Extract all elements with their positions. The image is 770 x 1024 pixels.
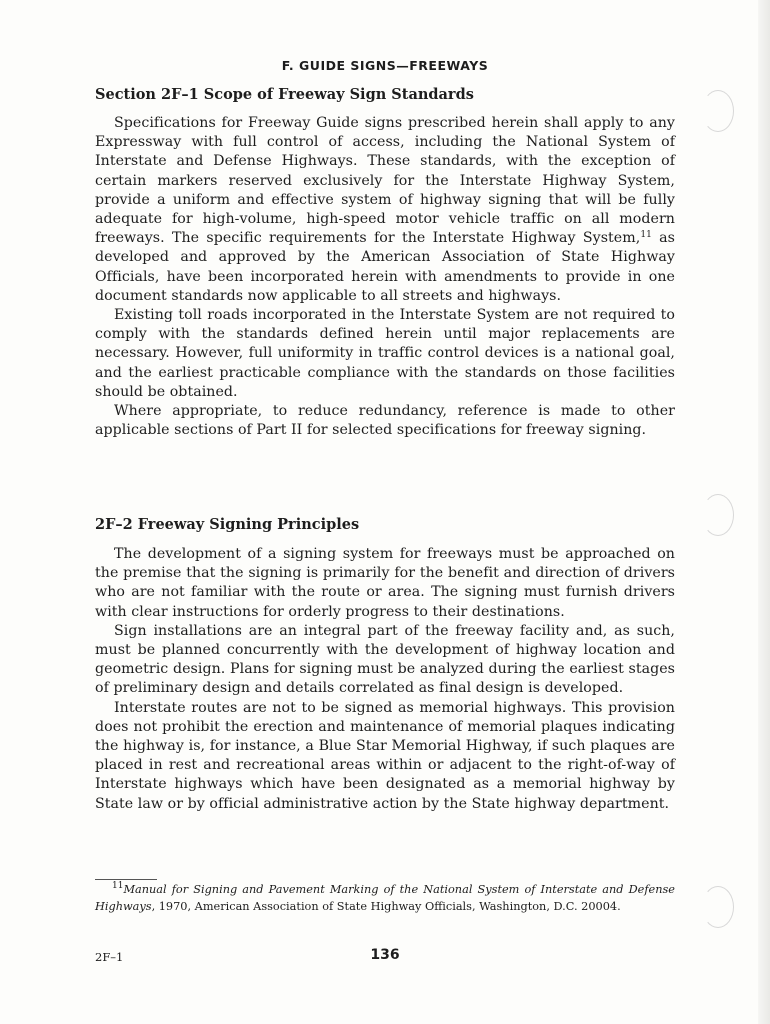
footnote [95,882,675,916]
paragraph: Where appropriate, to reduce redundancy, reference is made to other applicable sections of Part II for selected specifications for freeway signing. [95,403,675,439]
paragraph: The development of a signing system for freeways must be approached on the premise that the signing is primarily for the benefit and direction of drivers who are not familiar with the route or area. The signing must furnish drivers with clear instructions for orderly progress to their destinations. [95,546,675,620]
paragraph: Specifications for Freeway Guide signs prescribed herein shall apply to any Expressway with full control of access, including the National System of Interstate and Defense Highways. These standards, with the exception of certain markers reserved exclusively for the Interstate Highway System, provide a uniform and effective system of highway signing that will be fully adequate for high-volume, high-speed motor vehicle traffic on all modern freeways. The specific requirements for the Interstate Highway System,$^{11}$ as developed and approved by the American Association of State Highway Officials, have been incorporated herein with amendments to provide in one document standards now applicable to all streets and highways. [95,115,675,304]
binder-hole-bottom [702,886,734,928]
paragraph: Sign installations are an integral part of the freeway facility and, as such, must be planned concurrently with the development of highway location and geometric design. Plans for signing must be analyzed during the earliest stages of preliminary design and details correlated as final design is developed. [95,622,675,697]
footnote-title: Manual for Signing and Pavement Marking of the National System of Interstate and Defense Highways [95,883,675,913]
section-2f-1-body [95,114,675,440]
part-title: F. GUIDE SIGNS—FREEWAYS [281,58,489,73]
footnote-reference: 11 [640,230,652,241]
footnote-rule [95,879,157,880]
section-heading-2f-1: Section 2F–1 Scope of Freeway Sign Standards [95,86,474,103]
page-identifier: 2F–1 [95,950,124,964]
paragraph: Interstate routes are not to be signed as memorial highways. This provision does not prohibit the erection and maintenance of memorial plaques indicating the highway is, for instance, a Blue Star Memorial Highway, if such plaques are placed in rest and recreational areas within or adjacent to the right-of-way of Interstate highways which have been designated as a memorial highway by State law or by official administrative action by the State highway department. [95,699,675,812]
footnote-marker: 11 [112,881,124,891]
page-edge [758,0,770,1024]
section-heading-2f-2: 2F–2 Freeway Signing Principles [95,516,360,533]
section-2f-2-body [95,545,675,814]
footnote-citation: , 1970, American Association of State Highway Officials, Washington, D.C. 20004. [151,899,621,913]
binder-hole-top [702,90,734,132]
page-number: 136 [370,947,400,963]
paragraph: Existing toll roads incorporated in the Interstate System are not required to comply with the standards defined herein until major replacements are necessary. However, full uniformity in traffic control devices is a national goal, and the earliest practicable compliance with the standards on those facilities should be obtained. [95,307,675,400]
binder-hole-middle [702,494,734,536]
